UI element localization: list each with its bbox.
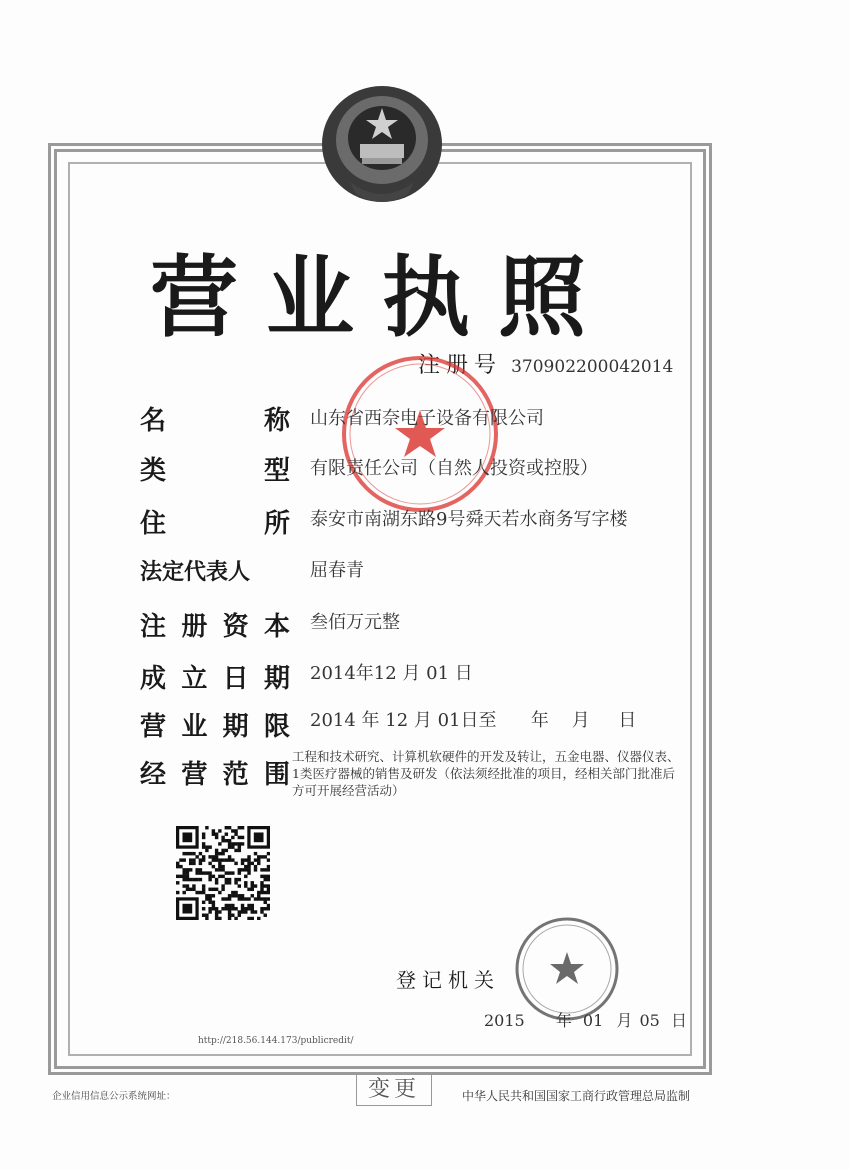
issue-day-unit: 日: [670, 1011, 687, 1030]
registration-number-label: 注册号: [418, 353, 503, 378]
field-label-address-char1: 住: [140, 509, 167, 539]
field-label-term-char1: 营: [140, 712, 167, 742]
issue-date: [484, 1008, 687, 1031]
issue-day: 05: [639, 1011, 660, 1030]
field-label-scope-char4: 围: [263, 760, 290, 790]
field-label-scope: [140, 754, 290, 791]
field-value-established: 2014年12 月 01 日: [310, 663, 473, 684]
field-value-capital: 叁佰万元整: [310, 612, 400, 633]
field-label-term: [140, 706, 290, 743]
field-label-established-char4: 期: [263, 664, 290, 694]
field-value-term: 2014 年 12 月 01日至 年 月 日: [310, 710, 637, 731]
credit-url[interactable]: http://218.56.144.173/publicredit/: [198, 1036, 354, 1046]
footer-website-label: 企业信用信息公示系统网址：: [52, 1091, 176, 1102]
field-label-type: [140, 450, 290, 487]
field-label-term-char2: 业: [181, 712, 208, 742]
field-label-address-char2: 所: [263, 509, 290, 539]
field-label-scope-char1: 经: [140, 760, 167, 790]
field-label-established-char2: 立: [181, 664, 208, 694]
field-label-scope-char3: 范: [222, 760, 249, 790]
field-value-name: 山东省西奈电子设备有限公司: [310, 408, 544, 429]
field-label-capital: [140, 606, 290, 643]
field-value-type: 有限责任公司（自然人投资或控股）: [310, 458, 598, 479]
field-label-term-char3: 期: [222, 712, 249, 742]
field-label-type-char1: 类: [140, 456, 167, 486]
field-label-scope-char2: 营: [181, 760, 208, 790]
field-label-established-char1: 成: [140, 664, 167, 694]
issue-month-unit: 月: [616, 1011, 633, 1030]
footer-issuer: 中华人民共和国国家工商行政管理总局监制: [462, 1089, 691, 1103]
registration-number-value: 370902200042014: [511, 357, 674, 377]
field-label-name-char1: 名: [140, 406, 167, 436]
field-label-type-char2: 型: [263, 456, 290, 486]
issue-year-unit: 年: [555, 1011, 572, 1030]
field-label-established-char3: 日: [222, 664, 249, 694]
field-label-address: [140, 503, 290, 540]
field-label-capital-char2: 册: [181, 612, 208, 642]
company-seal-icon: [338, 352, 502, 516]
field-label-capital-char4: 本: [263, 612, 290, 642]
field-label-capital-char3: 资: [222, 612, 249, 642]
field-value-legal-rep: 屈春青: [310, 560, 364, 581]
document-title: 营业执照: [150, 246, 615, 349]
field-label-name: [140, 400, 290, 437]
field-label-capital-char1: 注: [140, 612, 167, 642]
issue-month: 01: [582, 1011, 604, 1030]
registration-authority-label: 登记机关: [396, 968, 500, 992]
field-label-name-char2: 称: [263, 406, 290, 436]
field-label-term-char4: 限: [263, 712, 290, 742]
field-label-legal-rep: 法定代表人: [140, 560, 251, 585]
field-label-established: [140, 658, 290, 695]
issue-year: 2015: [484, 1011, 525, 1030]
field-value-address: 泰安市南湖东路9号舜天若水商务写字楼: [310, 509, 628, 530]
change-mark: 变更: [356, 1074, 432, 1106]
national-emblem-icon: [312, 82, 452, 210]
qr-code[interactable]: [176, 826, 270, 920]
field-value-scope: 工程和技术研究、计算机软硬件的开发及转让，五金电器、仪器仪表、1类医疗器械的销售及研发（依法须经批准的项目，经相关部门批准后方可开展经营活动）: [292, 749, 680, 798]
